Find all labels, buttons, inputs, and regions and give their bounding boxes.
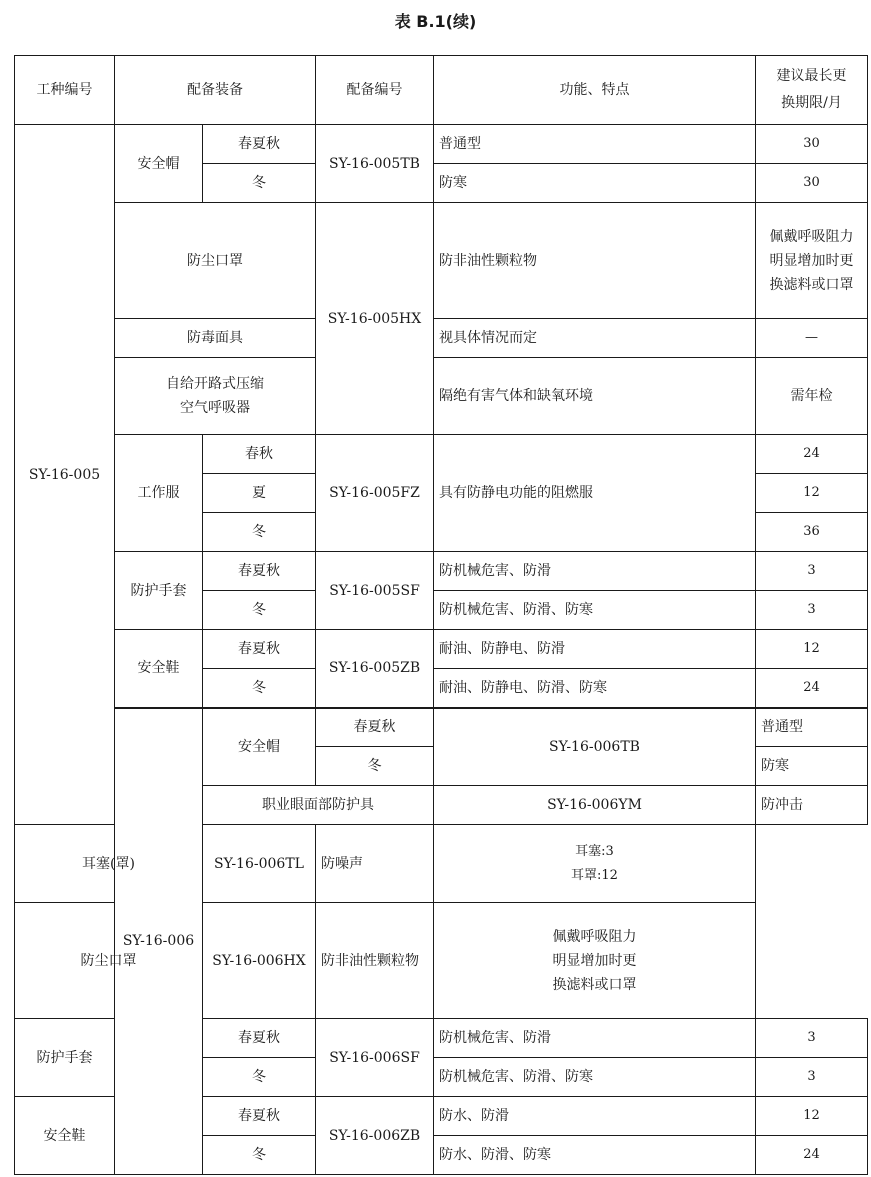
equip-code: SY-16-006HX: [203, 903, 316, 1019]
function-text: 防寒: [756, 747, 868, 786]
function-text: 防机械危害、防滑: [434, 552, 756, 591]
period-value: 需年检: [756, 358, 868, 435]
period-line: 佩戴呼吸阻力: [552, 928, 637, 945]
season: 春夏秋: [203, 552, 316, 591]
function-text: 防机械危害、防滑、防寒: [434, 591, 756, 630]
table-row: [15, 708, 868, 747]
function-text: 防噪声: [316, 825, 434, 903]
equip-name: 安全帽: [203, 708, 316, 786]
table-row: [15, 825, 868, 903]
equip-name-line: 自给开路式压缩: [166, 376, 264, 392]
equip-name: 职业眼面部防护具: [203, 786, 434, 825]
table-row: [15, 630, 868, 669]
equip-code: SY-16-006SF: [316, 1019, 434, 1097]
season: 春夏秋: [316, 708, 434, 747]
header-period: [756, 56, 868, 125]
header-period-line1: 建议最长更: [776, 68, 847, 84]
equip-name: 防护手套: [15, 1019, 115, 1097]
equip-code: SY-16-006ZB: [316, 1097, 434, 1175]
season: 冬: [316, 747, 434, 786]
season: 冬: [203, 513, 316, 552]
period-value: 3: [756, 552, 868, 591]
header-function: 功能、特点: [434, 56, 756, 125]
function-text: 防非油性颗粒物: [316, 903, 434, 1019]
function-text: 视具体情况而定: [434, 319, 756, 358]
period-value: 12: [756, 474, 868, 513]
equip-name: 工作服: [115, 435, 203, 552]
equip-code: SY-16-006TB: [434, 708, 756, 786]
period-value: 12: [756, 630, 868, 669]
header-type-no: 工种编号: [15, 56, 115, 125]
equip-name: 防尘口罩: [15, 903, 203, 1019]
period-value: 30: [756, 164, 868, 203]
period-value: 3: [756, 1019, 868, 1058]
table-caption: 表 B.1(续): [394, 12, 477, 31]
table-row: [15, 203, 868, 319]
season: 春夏秋: [203, 630, 316, 669]
period-value: 24: [756, 435, 868, 474]
period-value: [434, 825, 756, 903]
header-equip-no: 配备编号: [316, 56, 434, 125]
equip-name: 耳塞(罩): [15, 825, 203, 903]
period-value: 24: [756, 1136, 868, 1175]
equip-name: 安全鞋: [115, 630, 203, 708]
season: 冬: [203, 591, 316, 630]
season: 冬: [203, 669, 316, 708]
equip-code: SY-16-005ZB: [316, 630, 434, 708]
function-text: 耐油、防静电、防滑: [434, 630, 756, 669]
function-text: 普通型: [756, 708, 868, 747]
season: 春夏秋: [203, 1019, 316, 1058]
period-value: 30: [756, 125, 868, 164]
season: 冬: [203, 1136, 316, 1175]
equip-code: SY-16-006YM: [434, 786, 756, 825]
period-line: 耳罩:12: [571, 867, 618, 883]
table-row: [15, 552, 868, 591]
type-code-006: SY-16-006: [115, 708, 203, 1175]
period-value: [756, 203, 868, 319]
equip-name-line: 空气呼吸器: [180, 400, 250, 416]
equip-name: [115, 358, 316, 435]
header-row: [15, 56, 868, 125]
ppe-table: [14, 55, 868, 1175]
function-text: 防机械危害、防滑: [434, 1019, 756, 1058]
header-period-line2: 换期限/月: [781, 95, 842, 111]
period-line: 佩戴呼吸阻力: [769, 228, 854, 245]
equip-name: 安全帽: [115, 125, 203, 203]
equip-name: 防护手套: [115, 552, 203, 630]
period-value: 24: [756, 669, 868, 708]
equip-code: SY-16-005TB: [316, 125, 434, 203]
season: 冬: [203, 1058, 316, 1097]
function-text: 防寒: [434, 164, 756, 203]
period-line: 换滤料或口罩: [552, 976, 637, 993]
equip-name: 防尘口罩: [115, 203, 316, 319]
period-value: [434, 903, 756, 1019]
table-row: [15, 319, 868, 358]
period-value: 36: [756, 513, 868, 552]
function-text: 防机械危害、防滑、防寒: [434, 1058, 756, 1097]
period-value: 12: [756, 1097, 868, 1136]
period-value: —: [756, 319, 868, 358]
function-text: 防水、防滑、防寒: [434, 1136, 756, 1175]
equip-name: 防毒面具: [115, 319, 316, 358]
equip-code: SY-16-005SF: [316, 552, 434, 630]
equip-code: SY-16-006TL: [203, 825, 316, 903]
table-row: [15, 435, 868, 474]
season: 春夏秋: [203, 125, 316, 164]
period-line: 明显增加时更: [769, 252, 854, 269]
function-text: 防冲击: [756, 786, 868, 825]
function-text: 普通型: [434, 125, 756, 164]
function-text: 隔绝有害气体和缺氧环境: [434, 358, 756, 435]
period-line: 换滤料或口罩: [769, 276, 854, 293]
season: 春秋: [203, 435, 316, 474]
function-text: 防非油性颗粒物: [434, 203, 756, 319]
equip-name: 安全鞋: [15, 1097, 115, 1175]
period-value: 3: [756, 1058, 868, 1097]
equip-code: SY-16-005FZ: [316, 435, 434, 552]
period-value: 3: [756, 591, 868, 630]
equip-code: SY-16-005HX: [316, 203, 434, 435]
table-row: [15, 125, 868, 164]
header-equipment: 配备装备: [115, 56, 316, 125]
period-line: 耳塞:3: [575, 843, 614, 859]
function-text: 防水、防滑: [434, 1097, 756, 1136]
period-line: 明显增加时更: [552, 952, 637, 969]
season: 春夏秋: [203, 1097, 316, 1136]
table-row: [15, 358, 868, 435]
type-code-005: SY-16-005: [15, 125, 115, 825]
season: 夏: [203, 474, 316, 513]
function-text: 耐油、防静电、防滑、防寒: [434, 669, 756, 708]
table-row: [15, 903, 868, 1019]
season: 冬: [203, 164, 316, 203]
function-text: 具有防静电功能的阻燃服: [434, 435, 756, 552]
